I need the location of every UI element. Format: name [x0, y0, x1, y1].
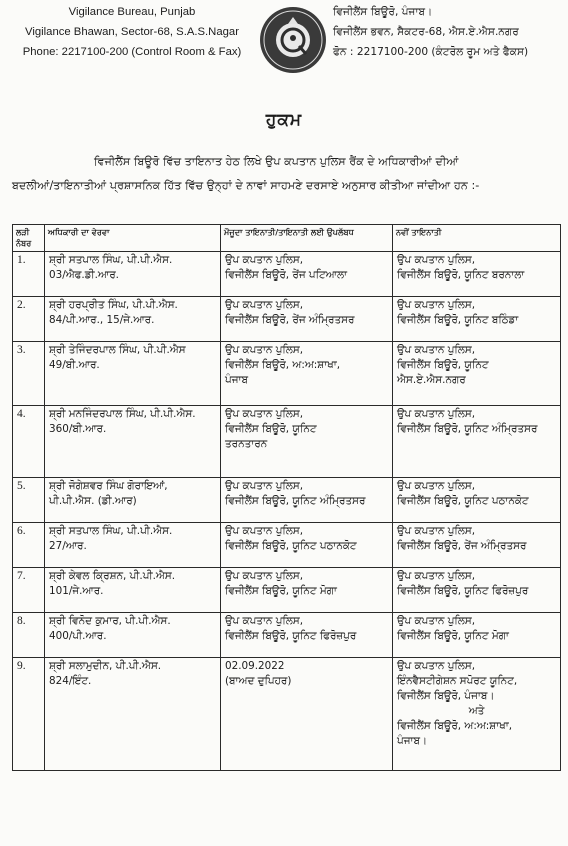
officer-cell — [45, 523, 221, 568]
cell-line: 49/ਬੀ.ਆਰ. — [49, 359, 100, 371]
table-row — [13, 297, 561, 342]
cell-line: ਉਪ ਕਪਤਾਨ ਪੁਲਿਸ, — [397, 480, 476, 492]
cell-line: ਉਪ ਕਪਤਾਨ ਪੁਲਿਸ, — [225, 254, 304, 266]
new-posting-cell — [393, 406, 561, 478]
cell-line: ਵਿਜੀਲੈਂਸ ਬਿਊਰੋ, ਯੂਨਿਟ — [397, 359, 489, 371]
header-new-posting: ਨਵੀਂ ਤਾਇਨਾਤੀ — [393, 225, 561, 252]
cell-line: ਵਿਜੀਲੈਂਸ ਬਿਊਰੋ, ਯੂਨਿਟ ਮੋਗਾ — [397, 630, 509, 642]
table-row — [13, 568, 561, 613]
header-english-block — [12, 2, 252, 62]
cell-line: ਸ਼੍ਰੀ ਮਨਜਿੰਦਰਪਾਲ ਸਿੰਘ, ਪੀ.ਪੀ.ਐਸ. — [49, 408, 196, 420]
cell-line: ਉਪ ਕਪਤਾਨ ਪੁਲਿਸ, — [225, 408, 304, 420]
new-posting-cell — [393, 568, 561, 613]
cell-line: ਉਪ ਕਪਤਾਨ ਪੁਲਿਸ, — [397, 525, 476, 537]
officer-cell — [45, 406, 221, 478]
phone-pa: ਫੋਨ : 2217100-200 (ਕੰਟਰੋਲ ਰੂਮ ਅਤੇ ਫੈਕਸ) — [333, 46, 529, 58]
org-name-en: Vigilance Bureau, Punjab — [68, 6, 196, 18]
vigilance-bureau-seal — [258, 2, 328, 78]
sr-cell: 3. — [13, 342, 45, 406]
cell-line: ਸ਼੍ਰੀ ਹਰਪ੍ਰੀਤ ਸਿੰਘ, ਪੀ.ਪੀ.ਐਸ. — [49, 299, 178, 311]
new-posting-cell — [393, 478, 561, 523]
new-posting-cell — [393, 342, 561, 406]
intro-line-2: ਬਦਲੀਆਂ/ਤਾਇਨਾਤੀਆਂ ਪ੍ਰਸ਼ਾਸਨਿਕ ਹਿੱਤ ਵਿੱਚ ਉਨ੍ਹਾਂ ਦੇ ਨਾਵਾਂ ਸਾਹਮਣੇ ਦਰਸਾਏ ਅਨੁਸਾਰ ਕੀਤੀਆ ਜਾਂਦੀਆ ਹਨ :- — [12, 179, 480, 192]
cell-line: ਵਿਜੀਲੈਂਸ ਬਿਊਰੋ, ਰੇਂਜ ਅੰਮ੍ਰਿਤਸਰ — [397, 540, 527, 552]
officer-cell — [45, 297, 221, 342]
cell-line: ਵਿਜੀਲੈਂਸ ਬਿਊਰੋ, ਪੰਜਾਬ। — [397, 690, 495, 702]
cell-line: ਉਪ ਕਪਤਾਨ ਪੁਲਿਸ, — [225, 480, 304, 492]
table-body — [13, 252, 561, 771]
cell-line: ਉਪ ਕਪਤਾਨ ਪੁਲਿਸ, — [225, 525, 304, 537]
table-row — [13, 613, 561, 658]
new-posting-cell — [393, 523, 561, 568]
cell-line: ਉਪ ਕਪਤਾਨ ਪੁਲਿਸ, — [225, 570, 304, 582]
current-posting-cell — [221, 342, 393, 406]
address-en: Vigilance Bhawan, Sector-68, S.A.S.Nagar — [25, 26, 239, 38]
officer-cell — [45, 342, 221, 406]
cell-line: ਪੀ.ਪੀ.ਐਸ. (ਡੀ.ਆਰ) — [49, 495, 137, 507]
sr-cell: 6. — [13, 523, 45, 568]
header-sr-no: ਲੜੀ ਨੰਬਰ — [13, 225, 45, 252]
current-posting-cell — [221, 297, 393, 342]
cell-line: 824/ਇੰਟ. — [49, 675, 92, 687]
cell-line: ਉਪ ਕਪਤਾਨ ਪੁਲਿਸ, — [397, 408, 476, 420]
sr-cell: 8. — [13, 613, 45, 658]
current-posting-cell — [221, 613, 393, 658]
cell-line: ਸ਼੍ਰੀ ਕੇਵਲ ਕ੍ਰਿਸ਼ਨ, ਪੀ.ਪੀ.ਐਸ. — [49, 570, 175, 582]
cell-line: ਵਿਜੀਲੈਂਸ ਬਿਊਰੋ, ਰੇਂਜ ਅੰਮ੍ਰਿਤਸਰ — [225, 314, 355, 326]
current-posting-cell — [221, 478, 393, 523]
cell-line: ਉਪ ਕਪਤਾਨ ਪੁਲਿਸ, — [397, 344, 476, 356]
sr-cell: 9. — [13, 658, 45, 771]
cell-line: ਸ਼੍ਰੀ ਸਤਪਾਲ ਸਿੰਘ, ਪੀ.ਪੀ.ਐਸ. — [49, 525, 173, 537]
cell-line: 101/ਜੇ.ਆਰ. — [49, 585, 104, 597]
cell-line: ਸ਼੍ਰੀ ਵਿਨੋਦ ਕੁਮਾਰ, ਪੀ.ਪੀ.ਐਸ. — [49, 615, 171, 627]
sr-cell: 1. — [13, 252, 45, 297]
cell-line: ਉਪ ਕਪਤਾਨ ਪੁਲਿਸ, — [225, 344, 304, 356]
new-posting-cell — [393, 613, 561, 658]
new-posting-cell — [393, 252, 561, 297]
current-posting-cell — [221, 658, 393, 771]
cell-line: ਅਤੇ — [468, 705, 485, 717]
new-posting-cell — [393, 297, 561, 342]
cell-line: ਸ਼੍ਰੀ ਸਤਪਾਲ ਸਿੰਘ, ਪੀ.ਪੀ.ਐਸ. — [49, 254, 173, 266]
table-header-row — [13, 225, 561, 252]
cell-line: ਵਿਜੀਲੈਂਸ ਬਿਊਰੋ, ਯੂਨਿਟ ਅੰਮ੍ਰਿਤਸਰ — [225, 495, 366, 507]
cell-line: ਵਿਜੀਲੈਂਸ ਬਿਊਰੋ, ਯੂਨਿਟ ਮੋਗਾ — [225, 585, 337, 597]
cell-line: ਇੰਨਵੈਸਟੀਗੇਸ਼ਨ ਸਪੋਰਟ ਯੂਨਿਟ, — [397, 675, 518, 687]
officer-cell — [45, 658, 221, 771]
cell-line: 27/ਆਰ. — [49, 540, 87, 552]
current-posting-cell — [221, 406, 393, 478]
cell-line: 400/ਪੀ.ਆਰ. — [49, 630, 107, 642]
address-pa: ਵਿਜੀਲੈਂਸ ਭਵਨ, ਸੈਕਟਰ-68, ਐਸ.ਏ.ਐਸ.ਨਗਰ — [333, 26, 519, 38]
transfer-table — [12, 224, 561, 771]
order-title: ਹੁਕਮ — [265, 110, 303, 130]
cell-line: ਵਿਜੀਲੈਂਸ ਬਿਊਰੋ, ਯੂਨਿਟ — [225, 423, 317, 435]
officer-cell — [45, 613, 221, 658]
cell-line: ਉਪ ਕਪਤਾਨ ਪੁਲਿਸ, — [397, 254, 476, 266]
new-posting-cell — [393, 658, 561, 771]
cell-line: 02.09.2022 — [225, 660, 285, 672]
cell-line: ਤਰਨਤਾਰਨ — [225, 438, 268, 450]
current-posting-cell — [221, 523, 393, 568]
cell-line: ਵਿਜੀਲੈਂਸ ਬਿਊਰੋ, ਯੂਨਿਟ ਫਿਰੋਜ਼ਪੁਰ — [225, 630, 357, 642]
order-intro — [12, 150, 560, 198]
header-punjabi-block — [333, 2, 565, 62]
cell-line: ਉਪ ਕਪਤਾਨ ਪੁਲਿਸ, — [397, 570, 476, 582]
seal-emblem-icon — [258, 2, 328, 78]
cell-line: 03/ਐਫ.ਡੀ.ਆਰ. — [49, 269, 119, 281]
header-officer: ਅਧਿਕਾਰੀ ਦਾ ਵੇਰਵਾ — [45, 225, 221, 252]
cell-line: ਪੰਜਾਬ — [225, 374, 248, 386]
cell-line: ਵਿਜੀਲੈਂਸ ਬਿਊਰੋ, ਅ:ਅ:ਸ਼ਾਖਾ, — [397, 720, 513, 732]
sr-cell: 2. — [13, 297, 45, 342]
cell-line: ਵਿਜੀਲੈਂਸ ਬਿਊਰੋ, ਰੇਂਜ ਪਟਿਆਲਾ — [225, 269, 347, 281]
officer-cell — [45, 478, 221, 523]
table-row — [13, 658, 561, 771]
current-posting-cell — [221, 252, 393, 297]
cell-line: ਵਿਜੀਲੈਂਸ ਬਿਊਰੋ, ਯੂਨਿਟ ਅੰਮ੍ਰਿਤਸਰ — [397, 423, 538, 435]
cell-line: ਵਿਜੀਲੈਂਸ ਬਿਊਰੋ, ਯੂਨਿਟ ਪਠਾਨਕੋਟ — [225, 540, 357, 552]
cell-line: ਉਪ ਕਪਤਾਨ ਪੁਲਿਸ, — [397, 615, 476, 627]
cell-line: ਸ਼੍ਰੀ ਤੇਜਿੰਦਰਪਾਲ ਸਿੰਘ, ਪੀ.ਪੀ.ਐਸ — [49, 344, 186, 356]
cell-line: ਵਿਜੀਲੈਂਸ ਬਿਊਰੋ, ਅ:ਅ:ਸ਼ਾਖਾ, — [225, 359, 341, 371]
cell-line: ਉਪ ਕਪਤਾਨ ਪੁਲਿਸ, — [397, 660, 476, 672]
current-posting-cell — [221, 568, 393, 613]
cell-line: ਵਿਜੀਲੈਂਸ ਬਿਊਰੋ, ਯੂਨਿਟ ਬਰਨਾਲਾ — [397, 269, 525, 281]
sr-cell: 5. — [13, 478, 45, 523]
cell-line: ਉਪ ਕਪਤਾਨ ਪੁਲਿਸ, — [397, 299, 476, 311]
cell-line: 84/ਪੀ.ਆਰ., 15/ਜੇ.ਆਰ. — [49, 314, 155, 326]
table-row — [13, 252, 561, 297]
cell-line: ਵਿਜੀਲੈਂਸ ਬਿਊਰੋ, ਯੂਨਿਟ ਫਿਰੋਜ਼ਪੁਰ — [397, 585, 529, 597]
cell-line: ਪੰਜਾਬ। — [397, 735, 427, 747]
phone-en: Phone: 2217100-200 (Control Room & Fax) — [22, 46, 242, 58]
cell-line: ਐਸ.ਏ.ਐਸ.ਨਗਰ — [397, 374, 466, 386]
cell-line: ਸ਼੍ਰੀ ਸਲਾਮੁਦੀਨ, ਪੀ.ਪੀ.ਐਸ. — [49, 660, 162, 672]
cell-line: ਵਿਜੀਲੈਂਸ ਬਿਊਰੋ, ਯੂਨਿਟ ਪਠਾਨਕੋਟ — [397, 495, 529, 507]
cell-line: (ਬਾਅਦ ਦੁਪਿਹਰ) — [225, 675, 292, 687]
intro-line-1: ਵਿਜੀਲੈਂਸ ਬਿਊਰੋ ਵਿੱਚ ਤਾਇਨਾਤ ਹੇਠ ਲਿਖੇ ਉਪ ਕਪਤਾਨ ਪੁਲਿਸ ਰੈਂਕ ਦੇ ਅਧਿਕਾਰੀਆਂ ਦੀਆਂ — [94, 155, 459, 168]
cell-line: ਉਪ ਕਪਤਾਨ ਪੁਲਿਸ, — [225, 615, 304, 627]
sr-cell: 7. — [13, 568, 45, 613]
table-row — [13, 478, 561, 523]
officer-cell — [45, 252, 221, 297]
sr-cell: 4. — [13, 406, 45, 478]
cell-line: ਸ਼੍ਰੀ ਜੋਗੇਸ਼ਵਰ ਸਿੰਘ ਗੋਰਾਇਆਂ, — [49, 480, 168, 492]
cell-line: 360/ਬੀ.ਆਰ. — [49, 423, 107, 435]
table-row — [13, 523, 561, 568]
cell-line: ਵਿਜੀਲੈਂਸ ਬਿਊਰੋ, ਯੂਨਿਟ ਬਠਿੰਡਾ — [397, 314, 519, 326]
cell-line: ਉਪ ਕਪਤਾਨ ਪੁਲਿਸ, — [225, 299, 304, 311]
org-name-pa: ਵਿਜੀਲੈਂਸ ਬਿਊਰੋ, ਪੰਜਾਬ। — [333, 6, 433, 18]
table-row — [13, 342, 561, 406]
officer-cell — [45, 568, 221, 613]
table-row — [13, 406, 561, 478]
header-current-posting: ਮੌਜੂਦਾ ਤਾਇਨਾਤੀ/ਤਾਇਨਾਤੀ ਲਈ ਉਪਲੱਬਧ — [221, 225, 393, 252]
